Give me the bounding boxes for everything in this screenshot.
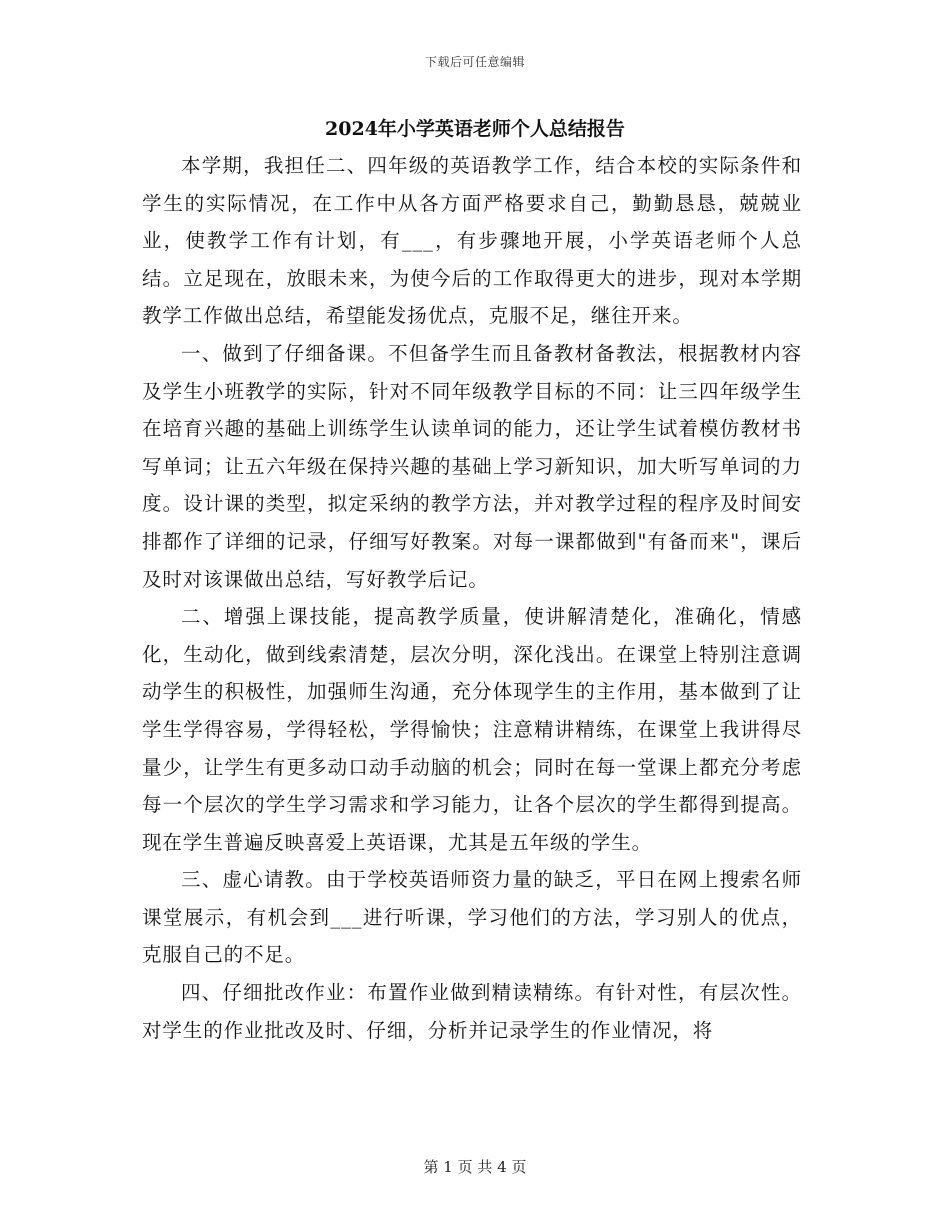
paragraph-intro: 本学期，我担任二、四年级的英语教学工作，结合本校的实际条件和学生的实际情况，在工作中从各方面严格要求自己，勤勤恳恳，兢兢业业，使教学工作有计划，有___，有步骤地开展，小学英语老师个人总结。立足现在，放眼未来，为使今后的工作取得更大的进步，现对本学期教学工作做出总结，希望能发扬优点，克服不足，继往开来。 — [142, 154, 802, 328]
document-body — [142, 147, 802, 1049]
paragraph-learning: 三、虚心请教。由于学校英语师资力量的缺乏，平日在网上搜索名师课堂展示，有机会到___进行听课，学习他们的方法，学习别人的优点，克服自己的不足。 — [142, 868, 802, 967]
paragraph-homework: 四、仔细批改作业：布置作业做到精读精练。有针对性，有层次性。对学生的作业批改及时、仔细，分析并记录学生的作业情况，将 — [142, 981, 802, 1042]
document-title: 2024年小学英语老师个人总结报告 — [325, 118, 625, 140]
paragraph-teaching-skills: 二、增强上课技能，提高教学质量，使讲解清楚化，准确化，情感化，生动化，做到线索清楚，层次分明，深化浅出。在课堂上特别注意调动学生的积极性，加强师生沟通，充分体现学生的主作用，基本做到了让学生学得容易，学得轻松，学得愉快；注意精讲精练，在课堂上我讲得尽量少，让学生有更多动口动手动脑的机会；同时在每一堂课上都充分考虑每一个层次的学生学习需求和学习能力，让各个层次的学生都得到提高。现在学生普遍反映喜爱上英语课，尤其是五年级的学生。 — [142, 605, 802, 854]
header-note: 下载后可任意编辑 — [424, 55, 525, 69]
paragraph-lesson-prep: 一、做到了仔细备课。不但备学生而且备教材备教法，根据教材内容及学生小班教学的实际，针对不同年级教学目标的不同：让三四年级学生在培育兴趣的基础上训练学生认读单词的能力，还让学生试着模仿教材书写单词；让五六年级在保持兴趣的基础上学习新知识，加大听写单词的力度。设计课的类型，拟定采纳的教学方法，并对教学过程的程序及时间安排都作了详细的记录，仔细写好教案。对每一课都做到"有备而来"，课后及时对该课做出总结，写好教学后记。 — [142, 341, 802, 591]
page-number: 第 1 页 共 4 页 — [423, 1158, 527, 1176]
